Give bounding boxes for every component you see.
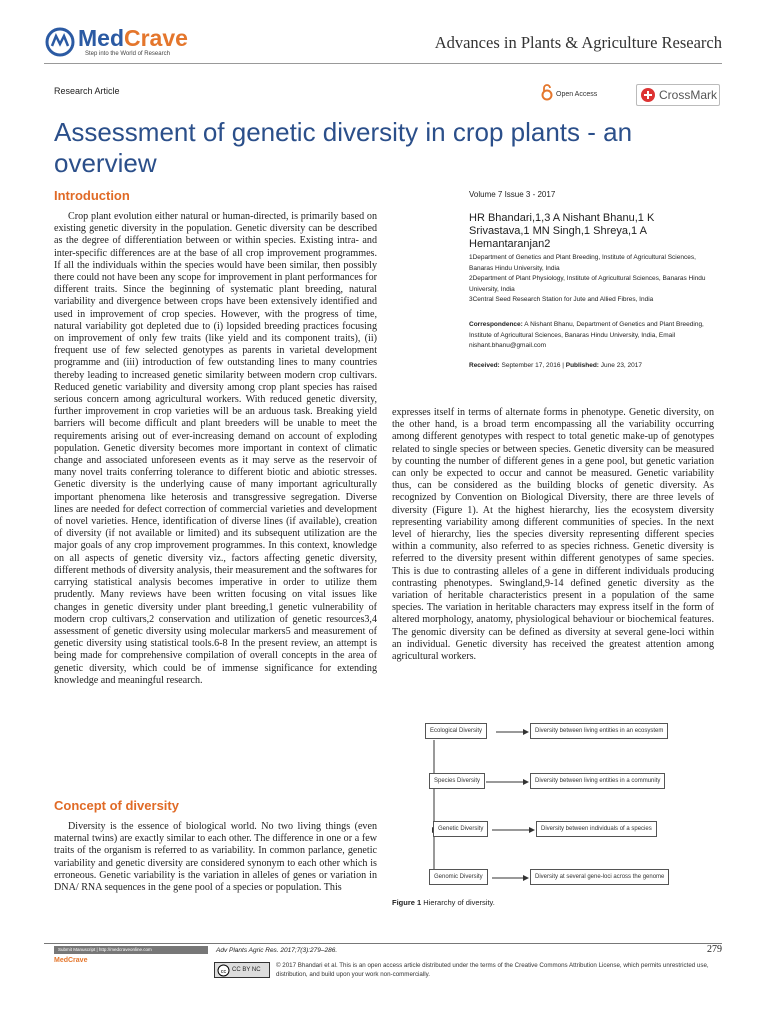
journal-title[interactable]: Advances in Plants & Agriculture Research	[434, 33, 722, 52]
submit-manuscript-link[interactable]: Submit Manuscript | http://medcraveonline.com	[54, 946, 208, 954]
volume-issue: Volume 7 Issue 3 - 2017	[469, 190, 556, 199]
crossmark-icon	[640, 87, 656, 103]
level-ecological: Ecological Diversity	[425, 723, 487, 739]
medcrave-logo-icon	[44, 26, 76, 58]
correspondence-text: A Nishant Bhanu, Department of Genetics and Plant Breeding, Institute of Agricultural Sciences, Banaras Hindu University, India, Email nishant.bhanu@gmail.com	[469, 321, 704, 349]
page-number: 279	[707, 944, 722, 955]
article-type: Research Article	[54, 86, 120, 96]
concept-heading: Concept of diversity	[54, 798, 179, 813]
desc-ecological: Diversity between living entities in an ecosystem	[530, 723, 668, 739]
open-access-icon	[541, 83, 553, 101]
cc-badge-label: CC BY NC	[232, 967, 261, 973]
published-date: June 23, 2017	[600, 362, 642, 369]
right-column-paragraph: expresses itself in terms of alternate forms in phenotype. Genetic diversity, on the other hand, is a broad term encompassing all the variability occurring among different genotypes with respect to total genetic make-up of genotypes related to single species or between species. Genetic diversity can be measured by counting the number of different genes in a gene pool, but genetic variation can only be expected to occur and cannot be measured. Genetic variability thus, can be considered as the building blocks of genetic diversity. As recognized by Convention on Biological Diversity, there are three levels of diversity (Figure 1). At the highest hierarchy, lies the ecosystem diversity representing variability among different communities of species. In the next level of hierarchy, lies the species diversity representing different species within a community, also referred to as species richness. Genetic diversity is referred to the diversity present within different genotypes of same species. This is due to contrasting alleles of a gene in different individuals producing contrasting phenotypes. Swingland,9-14 defined genetic diversity as the variation of heritable characteristics present in a population of the same species. The variation in heritable characters may express itself in the form of altered morphology, anatomy, physiological behaviour or biochemical features. The genomic diversity can be defined as diversity at several gene-loci within an individual. Genetic diversity has received the greatest attention among agricultural workers.	[392, 407, 714, 663]
svg-text:cc: cc	[220, 969, 227, 975]
footer-brand[interactable]: MedCrave	[54, 957, 88, 964]
open-access-label[interactable]: Open Access	[556, 91, 598, 98]
concept-body	[54, 821, 377, 894]
license-text: © 2017 Bhandari et al. This is an open access article distributed under the terms of the Creative Commons Attribution License, which permits unrestricted use, distribution, and build upon your work non-commercially.	[276, 962, 709, 978]
received-label: Received:	[469, 362, 500, 369]
header-divider	[44, 63, 722, 64]
correspondence	[469, 320, 709, 352]
desc-genomic: Diversity at several gene-loci across the genome	[530, 869, 669, 885]
figure-hierarchy	[424, 718, 688, 888]
affiliations	[469, 253, 709, 306]
correspondence-label: Correspondence:	[469, 321, 523, 328]
figure-caption-label: Figure 1	[392, 898, 422, 907]
introduction-paragraph: Crop plant evolution either natural or human-directed, is primarily based on existing genetic diversity in the population. Genetic diversity can be described as the degree of differentiation between or within species. Existing intra- and inter-specific differences are at the base of all crop improvement programmes. If all the individuals within the species would have been similar, then possibly there could not have been any scope for improvement in plant performances for different traits. Since the beginning of systematic plant breeding, natural variability and divergence between crops have been extensively identified and used in improvement of crop species. However, with the progress of time, natural variability got depleted due to (i) lopsided breeding practices focusing on improvement of only few traits (like yield and its component traits), (ii) frequent use of few selected genotypes as parents in varietal development programme and (iii) introduction of few outstanding lines to many countries thereby leading to increased genetic similarity between modern crop cultivars. Reduced genetic variability and diversity among crop plant species has raised serious concern among agricultural workers. With reduced genetic diversity, further improvement in crop varieties will be an arduous task. Breaking yield barriers will become difficult and plant breeders will be unable to meet the requirements arising out of ever-increasing demand on account of exploding population. Genetic diversity becomes more important in context of climatic change and associated unforeseen events as it may serve as the reservoir of many novel traits conferring tolerance to different biotic and abiotic stresses. Genetic diversity is the underlying cause of many important agriculturally important phenomena like heterosis and transgressive segregation. Diverse lines are needed for defect correction of commercial varieties and development of novel varieties. Hence, identification of diverse lines (if available), creation of diversity (if not available or limited) and its subsequent utilization are the major goals of any crop improvement programmes. In this context, knowledge on all aspects of genetic diversity viz., factors affecting genetic diversity, different methods of diversity analysis, their measurement and the softwares for carrying statistical analysis becomes imperative in order to utilize them prudently. Many reviews have been written focusing on vital issues like changes in genetic diversity under plant breeding,1 genetic vulnerability of modern crop cultivars,2 conservation and utilization of genetic resources3,4 assessment of genetic diversity using molecular markers5 and measurement of genetic diversity using statistical tools.6-8 In the present review, an attempt is being made for comprehensive compilation of overall concepts in the area of genetic diversity, which could be of immense significance for extending knowledge and meaningful research.	[54, 211, 377, 686]
crossmark-button[interactable]	[636, 84, 720, 106]
desc-genetic: Diversity between individuals of a species	[536, 821, 657, 837]
citation: Adv Plants Agric Res. 2017;7(3):279–286.	[216, 947, 338, 954]
figure-arrows	[424, 718, 688, 888]
cc-license-badge[interactable]	[214, 962, 270, 978]
concept-paragraph: Diversity is the essence of biological world. No two living things (even maternal twins) are exactly similar to each other. The difference in one or a few traits of the organism is referred to as variability. In common parlance, genetic variability and genetic diversity are considered synonym to each other which is erroneous. Genetic variability is the variation in alleles of genes or variation in DNA/ RNA sequences in the gene pool of a species or population. This	[54, 821, 377, 894]
received-date: September 17, 2016	[501, 362, 561, 369]
brand-name[interactable]: MedCrave	[78, 25, 188, 51]
introduction-heading: Introduction	[54, 188, 130, 203]
affiliation-2: 2Department of Plant Physiology, Institute of Agricultural Sciences, Banaras Hindu University, India	[469, 275, 706, 293]
introduction-body	[54, 211, 377, 687]
footer-divider	[44, 943, 722, 944]
level-species: Species Diversity	[429, 773, 485, 789]
desc-species: Diversity between living entities in a community	[530, 773, 665, 789]
right-column-body	[392, 407, 714, 663]
brand-tagline: Step into the World of Research	[85, 51, 170, 57]
level-genetic: Genetic Diversity	[433, 821, 488, 837]
crossmark-label: CrossMark	[659, 88, 718, 102]
article-title: Assessment of genetic diversity in crop plants - an overview	[54, 117, 633, 178]
figure-caption	[392, 898, 495, 907]
affiliation-3: 3Central Seed Research Station for Jute and Allied Fibres, India	[469, 296, 654, 303]
author-list: HR Bhandari,1,3 A Nishant Bhanu,1 K Srivastava,1 MN Singh,1 Shreya,1 A Hemantaranjan2	[469, 212, 655, 250]
figure-caption-text: Hierarchy of diversity.	[423, 898, 495, 907]
dates: Received: September 17, 2016 | Published: June 23, 2017	[469, 362, 642, 369]
affiliation-1: 1Department of Genetics and Plant Breeding, Institute of Agricultural Sciences, Banaras Hindu University, India	[469, 254, 696, 272]
level-genomic: Genomic Diversity	[429, 869, 488, 885]
creative-commons-icon	[217, 964, 230, 977]
published-label: Published:	[565, 362, 599, 369]
